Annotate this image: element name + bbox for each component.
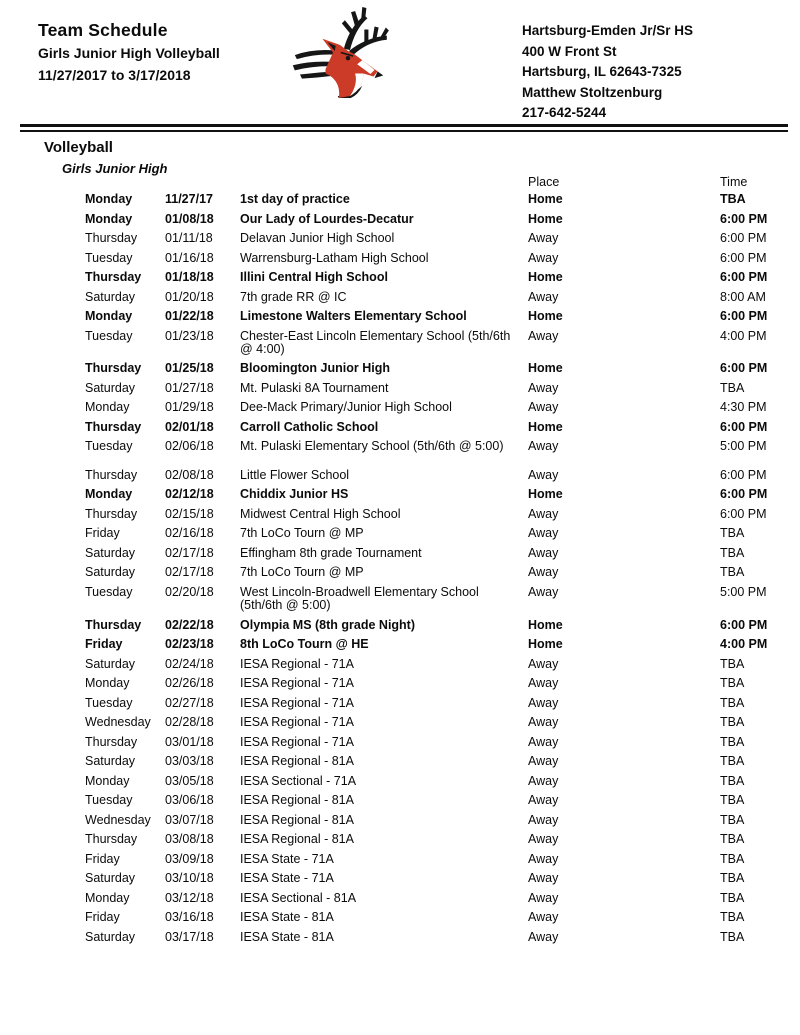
event-cell: 8th LoCo Tourn @ HE: [240, 637, 369, 652]
schedule-row: [0, 716, 800, 729]
day-cell: Tuesday: [85, 793, 133, 808]
place-cell: Away: [528, 250, 559, 265]
schedule-row: [0, 794, 800, 807]
event-cell: IESA Regional - 71A: [240, 695, 354, 710]
time-cell: 6:00 PM: [720, 506, 767, 521]
time-cell: TBA: [720, 929, 745, 944]
place-cell: Away: [528, 231, 559, 245]
place-cell: Away: [528, 526, 559, 541]
schedule-row: [0, 232, 800, 245]
day-cell: Monday: [85, 676, 130, 691]
date-cell: 02/01/18: [165, 419, 214, 434]
time-cell: TBA: [720, 910, 745, 925]
time-header: Time: [720, 175, 748, 189]
date-cell: 02/08/18: [165, 467, 214, 482]
schedule-row: [0, 814, 800, 827]
time-cell: 6:00 PM: [720, 361, 768, 376]
contact-phone: 217-642-5244: [522, 105, 607, 120]
day-cell: Thursday: [85, 419, 142, 434]
place-header: Place: [528, 175, 560, 189]
team-subtitle: Girls Junior High Volleyball: [38, 45, 220, 61]
schedule-row: [0, 291, 800, 304]
date-cell: 01/08/18: [165, 211, 214, 226]
date-cell: 02/26/18: [165, 676, 214, 691]
date-cell: 01/11/18: [165, 231, 213, 245]
place-cell: Away: [528, 400, 559, 415]
date-cell: 02/17/18: [165, 545, 214, 560]
place-cell: Away: [528, 545, 559, 560]
date-cell: 03/16/18: [165, 910, 214, 925]
schedule-row: [0, 440, 800, 453]
header-divider-thick: [20, 124, 788, 127]
date-cell: 01/29/18: [165, 400, 214, 415]
date-cell: 03/08/18: [165, 832, 214, 847]
place-cell: Away: [528, 565, 559, 580]
day-cell: Tuesday: [85, 584, 133, 599]
schedule-row: [0, 401, 800, 414]
event-cell: IESA Regional - 71A: [240, 676, 354, 691]
date-cell: 03/07/18: [165, 812, 214, 827]
date-cell: 11/27/17: [165, 192, 213, 206]
day-cell: Thursday: [85, 506, 138, 521]
date-cell: 02/22/18: [165, 617, 214, 632]
event-cell: IESA Regional - 81A: [240, 812, 354, 827]
event-cell: IESA Regional - 81A: [240, 793, 354, 808]
event-cell: Delavan Junior High School: [240, 231, 395, 245]
time-cell: TBA: [720, 754, 745, 769]
schedule-row: [0, 736, 800, 749]
time-cell: TBA: [720, 812, 745, 827]
event-cell: Chester-East Lincoln Elementary School (5th/6th @ 4:00): [240, 328, 511, 356]
schedule-row: [0, 213, 800, 226]
date-cell: 03/12/18: [165, 890, 214, 905]
day-cell: Monday: [85, 211, 133, 226]
place-cell: Away: [528, 754, 559, 769]
schedule-row: [0, 252, 800, 265]
time-cell: 6:00 PM: [720, 231, 767, 245]
day-cell: Saturday: [85, 929, 136, 944]
day-cell: Wednesday: [85, 812, 151, 827]
place-cell: Away: [528, 439, 559, 454]
event-cell: IESA Regional - 71A: [240, 734, 354, 749]
time-cell: 6:00 PM: [720, 419, 768, 434]
event-cell: IESA Sectional - 81A: [240, 890, 357, 905]
schedule-row: [0, 586, 800, 613]
schedule-row: [0, 833, 800, 846]
event-cell: Midwest Central High School: [240, 506, 401, 521]
day-cell: Monday: [85, 773, 130, 788]
place-cell: Home: [528, 637, 563, 652]
date-cell: 01/22/18: [165, 309, 214, 323]
place-cell: Home: [528, 192, 563, 206]
schedule-row: [0, 508, 800, 521]
place-cell: Away: [528, 656, 559, 671]
time-cell: 4:00 PM: [720, 328, 767, 343]
date-cell: 02/23/18: [165, 637, 214, 652]
schedule-row: [0, 775, 800, 788]
time-cell: TBA: [720, 851, 745, 866]
time-cell: 8:00 AM: [720, 289, 766, 304]
place-cell: Home: [528, 419, 563, 434]
day-cell: Tuesday: [85, 250, 133, 265]
date-cell: 01/23/18: [165, 328, 214, 343]
time-cell: TBA: [720, 715, 745, 730]
date-cell: 03/01/18: [165, 734, 214, 749]
time-cell: TBA: [720, 734, 745, 749]
header-right: [522, 21, 693, 124]
date-cell: 03/09/18: [165, 851, 214, 866]
place-cell: Home: [528, 270, 563, 284]
event-cell: Bloomington Junior High: [240, 361, 390, 376]
time-cell: TBA: [720, 832, 745, 847]
schedule-row: [0, 677, 800, 690]
schedule-row: [0, 421, 800, 434]
time-cell: 6:00 PM: [720, 467, 767, 482]
time-cell: 5:00 PM: [720, 584, 767, 599]
day-cell: Thursday: [85, 734, 138, 749]
event-cell: Chiddix Junior HS: [240, 487, 349, 502]
day-cell: Tuesday: [85, 695, 133, 710]
schedule-row: [0, 619, 800, 632]
time-cell: TBA: [720, 871, 745, 886]
sport-heading: Volleyball: [44, 139, 113, 156]
table-header-row: [0, 176, 800, 189]
time-cell: TBA: [720, 695, 745, 710]
date-cell: 02/15/18: [165, 506, 214, 521]
place-cell: Away: [528, 890, 559, 905]
event-cell: Little Flower School: [240, 467, 350, 482]
place-cell: Away: [528, 793, 559, 808]
day-cell: Thursday: [85, 270, 142, 284]
time-cell: 5:00 PM: [720, 439, 767, 454]
event-cell: IESA State - 71A: [240, 871, 334, 886]
schedule-row: [0, 547, 800, 560]
time-cell: TBA: [720, 565, 745, 580]
date-cell: 01/18/18: [165, 270, 214, 284]
day-cell: Monday: [85, 192, 133, 206]
date-cell: 01/16/18: [165, 250, 214, 265]
event-cell: IESA State - 81A: [240, 929, 334, 944]
schedule-row: [0, 488, 800, 501]
team-heading: Girls Junior High: [62, 161, 168, 176]
day-cell: Monday: [85, 487, 133, 502]
time-cell: TBA: [720, 192, 746, 206]
event-cell: 7th LoCo Tourn @ MP: [240, 565, 364, 580]
time-cell: TBA: [720, 890, 745, 905]
day-cell: Thursday: [85, 467, 138, 482]
time-cell: 6:00 PM: [720, 211, 768, 226]
event-cell: IESA Regional - 81A: [240, 832, 354, 847]
place-cell: Home: [528, 211, 563, 226]
day-cell: Thursday: [85, 832, 138, 847]
date-cell: 01/25/18: [165, 361, 214, 376]
place-cell: Away: [528, 871, 559, 886]
place-cell: Away: [528, 506, 559, 521]
stag-mascot-logo: [290, 6, 408, 98]
place-cell: Home: [528, 487, 563, 502]
place-cell: Away: [528, 851, 559, 866]
school-address: 400 W Front St: [522, 43, 617, 59]
time-cell: TBA: [720, 656, 745, 671]
day-cell: Saturday: [85, 656, 136, 671]
day-cell: Saturday: [85, 289, 136, 304]
day-cell: Friday: [85, 910, 120, 925]
time-cell: 4:00 PM: [720, 637, 768, 652]
event-cell: Olympia MS (8th grade Night): [240, 617, 416, 632]
season-date-range: 11/27/2017 to 3/17/2018: [38, 67, 191, 83]
date-cell: 02/20/18: [165, 584, 214, 599]
event-cell: IESA Regional - 71A: [240, 656, 354, 671]
header-left: [38, 20, 220, 83]
place-cell: Away: [528, 832, 559, 847]
schedule-row: [0, 469, 800, 482]
date-cell: 01/20/18: [165, 289, 214, 304]
time-cell: 4:30 PM: [720, 400, 767, 415]
day-cell: Thursday: [85, 361, 142, 376]
contact-name: Matthew Stoltzenburg: [522, 84, 663, 100]
event-cell: IESA State - 71A: [240, 851, 334, 866]
event-cell: West Lincoln-Broadwell Elementary School (5th/6th @ 5:00): [240, 584, 479, 613]
date-cell: 02/12/18: [165, 487, 214, 502]
day-cell: Friday: [85, 526, 120, 541]
school-name: Hartsburg-Emden Jr/Sr HS: [522, 23, 694, 38]
event-cell: IESA Regional - 71A: [240, 715, 354, 730]
date-cell: 02/16/18: [165, 526, 214, 541]
place-cell: Away: [528, 812, 559, 827]
schedule-row: [0, 931, 800, 944]
event-cell: IESA State - 81A: [240, 910, 334, 925]
event-cell: Limestone Walters Elementary School: [240, 309, 467, 323]
time-cell: 6:00 PM: [720, 309, 768, 323]
schedule-row: [0, 566, 800, 579]
school-citystate: Hartsburg, IL 62643-7325: [522, 64, 682, 79]
day-cell: Thursday: [85, 617, 142, 632]
time-cell: TBA: [720, 380, 745, 395]
time-cell: TBA: [720, 545, 745, 560]
schedule-row: [0, 911, 800, 924]
page-title: Team Schedule: [38, 20, 168, 40]
event-cell: 1st day of practice: [240, 192, 350, 206]
place-cell: Home: [528, 309, 563, 323]
place-cell: Away: [528, 715, 559, 730]
schedule-row: [0, 853, 800, 866]
time-cell: 6:00 PM: [720, 270, 768, 284]
place-cell: Away: [528, 328, 559, 343]
day-cell: Wednesday: [85, 715, 151, 730]
event-cell: Carroll Catholic School: [240, 419, 379, 434]
header-divider-thin: [20, 130, 788, 132]
time-cell: TBA: [720, 793, 745, 808]
time-cell: TBA: [720, 676, 745, 691]
event-cell: Our Lady of Lourdes-Decatur: [240, 211, 414, 226]
day-cell: Saturday: [85, 565, 136, 580]
schedule-row: [0, 193, 800, 206]
place-cell: Home: [528, 361, 563, 376]
date-cell: 02/27/18: [165, 695, 214, 710]
day-cell: Saturday: [85, 545, 136, 560]
time-cell: TBA: [720, 773, 745, 788]
schedule-row: [0, 362, 800, 375]
date-cell: 02/28/18: [165, 715, 214, 730]
day-cell: Friday: [85, 637, 123, 652]
schedule-row: [0, 872, 800, 885]
schedule-row: [0, 638, 800, 651]
stag-head-icon: [290, 6, 408, 98]
place-cell: Away: [528, 929, 559, 944]
schedule-row: [0, 330, 800, 357]
event-cell: Mt. Pulaski 8A Tournament: [240, 380, 389, 395]
time-cell: 6:00 PM: [720, 250, 767, 265]
day-cell: Thursday: [85, 231, 138, 245]
day-cell: Saturday: [85, 871, 136, 886]
day-cell: Tuesday: [85, 328, 133, 343]
event-cell: Illini Central High School: [240, 270, 388, 284]
event-cell: Mt. Pulaski Elementary School (5th/6th @ 5:00): [240, 439, 504, 454]
date-cell: 01/27/18: [165, 380, 214, 395]
day-cell: Monday: [85, 400, 130, 415]
time-cell: 6:00 PM: [720, 487, 768, 502]
place-cell: Away: [528, 380, 559, 395]
event-cell: Effingham 8th grade Tournament: [240, 545, 422, 560]
day-cell: Monday: [85, 890, 130, 905]
date-cell: 03/05/18: [165, 773, 214, 788]
place-cell: Away: [528, 584, 559, 599]
place-cell: Away: [528, 695, 559, 710]
time-cell: TBA: [720, 526, 745, 541]
schedule-row: [0, 658, 800, 671]
date-cell: 03/06/18: [165, 793, 214, 808]
schedule-row: [0, 527, 800, 540]
event-cell: 7th LoCo Tourn @ MP: [240, 526, 364, 541]
place-cell: Away: [528, 773, 559, 788]
date-cell: 03/17/18: [165, 929, 214, 944]
day-cell: Saturday: [85, 754, 136, 769]
schedule-row: [0, 382, 800, 395]
day-cell: Monday: [85, 309, 133, 323]
event-cell: 7th grade RR @ IC: [240, 289, 347, 304]
schedule-row: [0, 310, 800, 323]
event-cell: IESA Regional - 81A: [240, 754, 354, 769]
event-cell: IESA Sectional - 71A: [240, 773, 357, 788]
place-cell: Away: [528, 910, 559, 925]
day-cell: Friday: [85, 851, 120, 866]
schedule-row: [0, 271, 800, 284]
schedule-row: [0, 697, 800, 710]
place-cell: Away: [528, 676, 559, 691]
time-cell: 6:00 PM: [720, 617, 768, 632]
event-cell: Warrensburg-Latham High School: [240, 250, 429, 265]
date-cell: 02/24/18: [165, 656, 214, 671]
place-cell: Home: [528, 617, 563, 632]
schedule-row: [0, 892, 800, 905]
event-cell: Dee-Mack Primary/Junior High School: [240, 400, 452, 415]
place-cell: Away: [528, 734, 559, 749]
date-cell: 02/17/18: [165, 565, 214, 580]
schedule-row: [0, 755, 800, 768]
day-cell: Tuesday: [85, 439, 133, 454]
place-cell: Away: [528, 289, 559, 304]
place-cell: Away: [528, 467, 559, 482]
schedule-rows: [0, 193, 800, 950]
date-cell: 02/06/18: [165, 439, 214, 454]
day-cell: Saturday: [85, 380, 136, 395]
date-cell: 03/10/18: [165, 871, 214, 886]
date-cell: 03/03/18: [165, 754, 214, 769]
